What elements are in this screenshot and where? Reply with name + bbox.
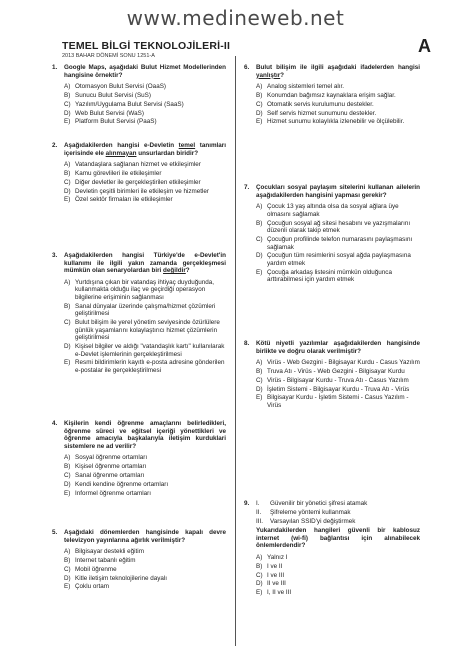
question-number: 5. bbox=[52, 529, 58, 536]
option-d[interactable]: D) Çocuğun tüm resimlerini sosyal ağda paylaşmasına yardım etmek bbox=[256, 252, 411, 267]
option-a[interactable]: A) Bilgisayar destekli eğitim bbox=[64, 548, 144, 556]
premise-item: II. Şifreleme yöntemi kullanmak bbox=[256, 508, 351, 516]
options-list bbox=[256, 554, 420, 597]
options-list bbox=[256, 359, 420, 409]
question-text: Bulut bilişim ile ilgili aşağıdaki ifadelerden hangisi yanlıştır? bbox=[256, 64, 420, 79]
option-c[interactable]: C) Otomatik servis kurulumunu destekler. bbox=[256, 100, 374, 108]
question-9 bbox=[244, 500, 420, 598]
option-b[interactable]: B) Çocuğun sosyal ağ sitesi hesabını ve yazışmalarını düzenli olarak takip etmek bbox=[256, 219, 411, 235]
option-d[interactable]: D) Self servis hizmet sunumunu destekler. bbox=[256, 109, 377, 117]
question-7 bbox=[244, 184, 420, 285]
question-number: 7. bbox=[244, 184, 250, 191]
question-1 bbox=[52, 64, 226, 127]
exam-title: TEMEL BİLGİ TEKNOLOJİLERİ-II bbox=[62, 40, 231, 52]
question-text: Aşağıdakilerden hangisi Türkiye'de e-Devlet'in kullanımı ile ilgili yakın zamanda gerçekleşmesi mümkün olan senaryolardan biri değildir? bbox=[64, 252, 226, 275]
options-list bbox=[64, 83, 226, 126]
option-e[interactable]: E) Özel sektör firmaları ile etkileşimler bbox=[64, 196, 173, 204]
option-a[interactable]: A) Otomasyon Bulut Servisi (OaaS) bbox=[64, 83, 166, 91]
option-a[interactable]: A) Analog sistemleri temel alır. bbox=[256, 83, 344, 91]
option-d[interactable]: D) İşletim Sistemi - Bilgisayar Kurdu - Truva Atı - Virüs bbox=[256, 385, 410, 393]
options-list bbox=[64, 454, 226, 497]
option-d[interactable]: D) Devletin çeşitli birimleri ile etkileşim ve hizmetler bbox=[64, 187, 210, 195]
option-b[interactable]: B) Sanal dünyalar üzerinde çalışma/hizmet çözümleri geliştirilmesi bbox=[64, 302, 216, 318]
question-4 bbox=[52, 420, 226, 498]
premise-item: III. Varsayılan SSID'yi değiştirmek bbox=[256, 517, 356, 525]
question-text: Çocukları sosyal paylaşım sitelerini kullanan ailelerin aşağıdakilerden hangisini yapması gerekir? bbox=[256, 184, 420, 199]
site-watermark: www.medineweb.net bbox=[126, 6, 345, 30]
option-e[interactable]: E) Hizmet sunumu kolaylıkla izlenebilir ve ölçülebilir. bbox=[256, 118, 405, 126]
option-c[interactable]: C) Mobil öğrenme bbox=[64, 565, 117, 573]
question-number: 1. bbox=[52, 64, 58, 71]
question-number: 4. bbox=[52, 420, 58, 427]
question-text: Yukarıdakilerden hangileri güvenli bir kablosuz internet (wi-fi) bağlantısı için alınabilecek önlemlerdendir? bbox=[256, 527, 420, 550]
booklet-letter: A bbox=[418, 36, 431, 56]
options-list bbox=[256, 203, 420, 284]
column-divider bbox=[235, 56, 236, 646]
question-8 bbox=[244, 340, 420, 411]
question-6 bbox=[244, 64, 420, 127]
option-e[interactable]: E) Resmi bildirimlerin kayıtlı e-posta adresine gönderilen e-postalar ile gerçekleştirilmesi bbox=[64, 359, 225, 375]
option-c[interactable]: C) Sanal öğrenme ortamları bbox=[64, 471, 145, 479]
option-d[interactable]: D) Web Bulut Servisi (WaS) bbox=[64, 109, 144, 117]
option-a[interactable]: A) Virüs - Web Gezgini - Bilgisayar Kurdu - Casus Yazılım bbox=[256, 359, 420, 367]
option-c[interactable]: C) Çocuğun profilinde telefon numarasını paylaşmasını sağlamak bbox=[256, 235, 413, 251]
option-c[interactable]: C) Virüs - Bilgisayar Kurdu - Truva Atı - Casus Yazılım bbox=[256, 376, 409, 384]
option-b[interactable]: B) Konumdan bağımsız kaynaklara erişim sağlar. bbox=[256, 91, 396, 99]
question-2 bbox=[52, 142, 226, 205]
option-d[interactable]: D) II ve III bbox=[256, 580, 286, 588]
option-d[interactable]: D) Kişisel bilgiler ve aldığı "vatandaşlık kartı" kullanılarak e-Devlet işlemlerinin gerçekleştirilmesi bbox=[64, 343, 225, 358]
question-5 bbox=[52, 529, 226, 592]
option-b[interactable]: B) I ve II bbox=[256, 562, 283, 570]
option-b[interactable]: B) Kişisel öğrenme ortamları bbox=[64, 463, 147, 471]
question-text: Kötü niyetli yazılımlar aşağıdakilerden hangisinde birlikte ve doğru olarak verilmiştir? bbox=[256, 340, 420, 355]
options-list bbox=[64, 161, 226, 204]
option-e[interactable]: E) Çocuğa arkadaş listesini mümkün olduğunca arttırabilmesi için yardım etmek bbox=[256, 268, 392, 284]
option-e[interactable]: E) Informel öğrenme ortamları bbox=[64, 489, 151, 497]
option-b[interactable]: B) Truva Atı - Virüs - Web Gezgini - Bilgisayar Kurdu bbox=[256, 367, 405, 375]
question-number: 2. bbox=[52, 142, 58, 149]
question-number: 8. bbox=[244, 340, 250, 347]
option-c[interactable]: C) Yazılım/Uygulama Bulut Servisi (SaaS) bbox=[64, 100, 184, 108]
option-a[interactable]: A) Yalnız I bbox=[256, 553, 288, 561]
premise-list bbox=[256, 500, 420, 525]
option-e[interactable]: E) I, II ve III bbox=[256, 589, 292, 597]
options-list bbox=[256, 83, 420, 126]
option-e[interactable]: E) Platform Bulut Servisi (PaaS) bbox=[64, 118, 157, 126]
option-c[interactable]: C) I ve III bbox=[256, 571, 285, 579]
option-b[interactable]: B) Kamu görevlileri ile etkileşimler bbox=[64, 169, 162, 177]
question-3 bbox=[52, 252, 226, 376]
option-b[interactable]: B) Internet tabanlı eğitim bbox=[64, 556, 136, 564]
premise-item: I. Güvenilir bir yönetici şifresi atamak bbox=[256, 500, 368, 507]
options-list bbox=[64, 279, 226, 375]
question-number: 6. bbox=[244, 64, 250, 71]
question-text: Google Maps, aşağıdaki Bulut Hizmet Modellerinden hangisine örnektir? bbox=[64, 64, 226, 79]
option-c[interactable]: C) Diğer devletler ile gerçekleştirilen etkileşimler bbox=[64, 178, 201, 186]
option-b[interactable]: B) Sunucu Bulut Servisi (SuS) bbox=[64, 91, 151, 99]
question-text: Aşağıdaki dönemlerden hangisinde kapalı devre televizyon yayınlarına ağırlık verilmiştir? bbox=[64, 529, 226, 544]
option-a[interactable]: A) Yurtdışına çıkan bir vatandaş ihtiyaç duyduğunda, kullanmakta olduğu ilaç ve geçirdiği operasyon bilgilerine erişiminin sağlanması bbox=[64, 278, 214, 301]
option-e[interactable]: E) Bilgisayar Kurdu - İşletim Sistemi - Casus Yazılım - Virüs bbox=[256, 394, 409, 409]
option-a[interactable]: A) Sosyal öğrenme ortamları bbox=[64, 454, 148, 462]
option-c[interactable]: C) Bulut bilişim ile yerel yönetim seviyesinde özürlülere günlük yaşamlarını kolaylaştırıcı hizmet çözümlerin geliştirilmesi bbox=[64, 319, 220, 342]
options-list bbox=[64, 548, 226, 591]
question-number: 9. bbox=[244, 500, 250, 507]
question-number: 3. bbox=[52, 252, 58, 259]
option-a[interactable]: A) Çocuk 13 yaş altında olsa da sosyal ağlara üye olmasını sağlamak bbox=[256, 203, 399, 218]
option-d[interactable]: D) Kendi kendine öğrenme ortamları bbox=[64, 480, 169, 488]
exam-subtitle: 2013 BAHAR DÖNEMİ SONU 1251-A bbox=[62, 53, 155, 59]
option-a[interactable]: A) Vatandaşlara sağlanan hizmet ve etkileşimler bbox=[64, 161, 201, 169]
question-text: Aşağıdakilerden hangisi e-Devletin temel tanımları içerisinde ele alınmayan unsurlardan biridir? bbox=[64, 142, 226, 157]
option-e[interactable]: E) Çoklu ortam bbox=[64, 583, 109, 591]
option-d[interactable]: D) Kitle iletişim teknolojilerine dayalı bbox=[64, 574, 168, 582]
question-text: Kişilerin kendi öğrenme amaçlarını belirledikleri, öğrenme süreci ve eğitsel içeriği yönettikleri ve öğrenme amacıyla başkalarıyla iletişim kurduklari sistemlere ne ad verilir? bbox=[64, 420, 226, 450]
